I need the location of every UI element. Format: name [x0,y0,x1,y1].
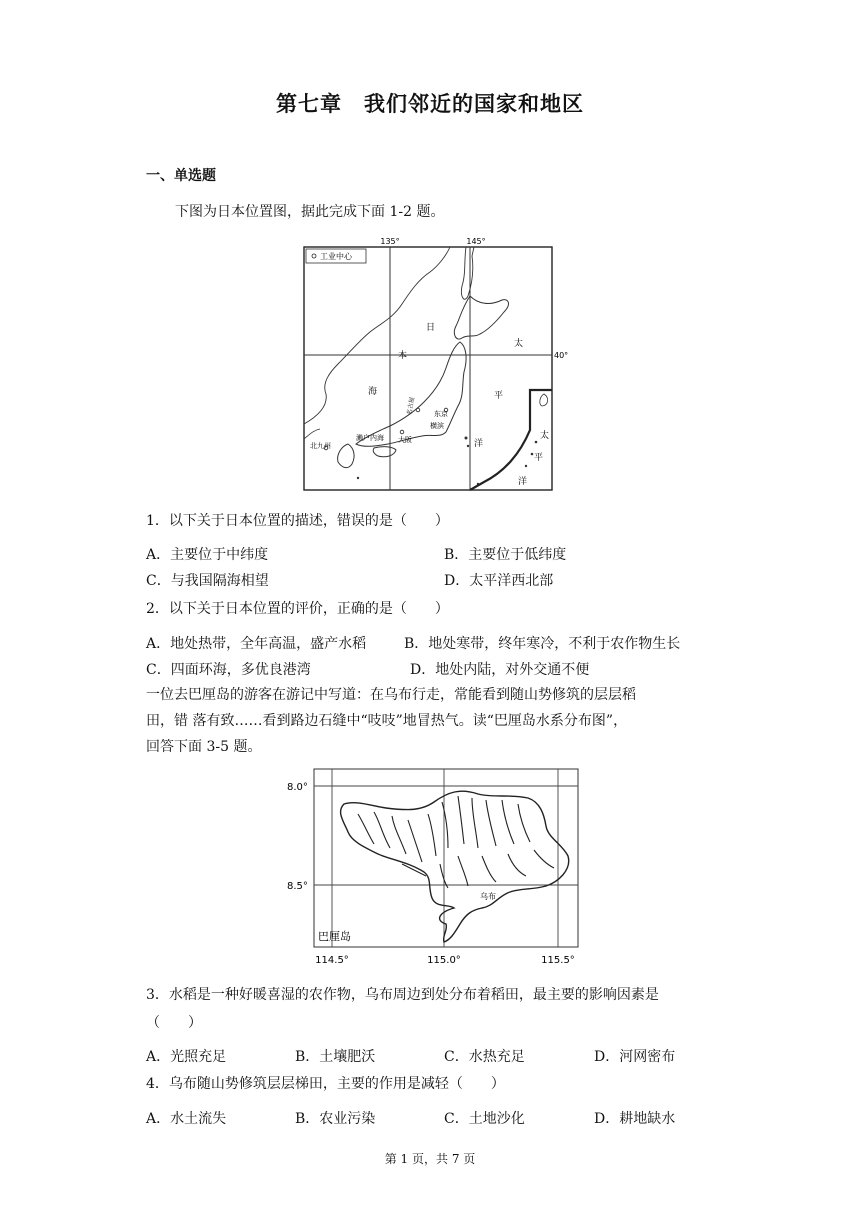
inset-label-ping: 平 [534,453,544,463]
intro-japan: 下图为日本位置图，据此完成下面 1-2 题。 [175,204,445,220]
q1-stem: 1．以下关于日本位置的描述，错误的是（ ） [146,513,449,529]
city-tokyo: 东京 [434,410,448,418]
q2-stem: 2．以下关于日本位置的评价，正确的是（ ） [146,601,449,617]
lon-label-114-5: 114.5° [315,955,349,966]
q3-stem-line2: （ ） [146,1015,202,1031]
ocean-label-ping: 平 [494,391,504,401]
lat-label-8-0: 8.0° [287,782,308,793]
city-yokohama: 横滨 [430,422,444,430]
inset-label-yang: 洋 [518,477,528,487]
q4-option-b[interactable]: B．农业污染 [295,1111,376,1127]
bali-river-map [282,764,582,970]
q3-option-d[interactable]: D．河网密布 [594,1049,676,1065]
lon-label-145: 145° [466,237,486,246]
intro-bali-line2: 田，错 落有致……看到路边石缝中“吱吱”地冒热气。读“巴厘岛水系分布图”， [146,713,628,729]
lon-label-115-5: 115.5° [541,955,575,966]
q4-option-c[interactable]: C．土地沙化 [444,1111,525,1127]
sea-label-hai: 海 [368,387,378,397]
q2-option-a[interactable]: A．地处热带，全年高温，盛产水稻 [146,636,367,652]
lon-label-135: 135° [380,237,400,246]
section-heading: 一、单选题 [146,168,216,184]
city-setonaikai: 濑户内海 [356,434,384,442]
island-label-bali: 巴厘岛 [318,930,351,943]
ocean-label-tai: 太 [514,339,524,349]
japan-location-map [298,234,569,494]
q3-option-c[interactable]: C．水热充足 [444,1049,525,1065]
intro-bali-line3: 回答下面 3-5 题。 [146,739,262,755]
sea-label-ri: 日 [426,323,436,333]
sea-label-ben: 本 [398,351,408,361]
q2-option-d[interactable]: D．地处内陆，对外交通不便 [410,662,590,678]
inset-label-tai: 太 [540,431,550,441]
city-nagoya: 名古屋 [406,396,417,416]
lat-label-8-5: 8.5° [287,881,308,892]
q2-option-b[interactable]: B．地处寒带，终年寒冷，不利于农作物生长 [404,636,681,652]
q4-stem: 4．乌布随山势修筑层层梯田，主要的作用是减轻（ ） [146,1076,505,1092]
ocean-label-yang: 洋 [474,439,484,449]
lat-label-40: 40° [554,351,569,360]
legend-label: 工业中心 [320,252,352,261]
intro-bali-line1: 一位去巴厘岛的游客在游记中写道：在乌布行走，常能看到随山势修筑的层层稻 [146,687,636,703]
q3-option-a[interactable]: A．光照充足 [146,1049,227,1065]
lon-label-115-0: 115.0° [427,955,461,966]
q1-option-a[interactable]: A．主要位于中纬度 [146,547,269,563]
q1-option-d[interactable]: D．太平洋西北部 [444,573,554,589]
q4-option-d[interactable]: D．耕地缺水 [594,1111,676,1127]
town-label-ubud: 乌布 [480,892,496,901]
q1-option-b[interactable]: B．主要位于低纬度 [444,547,567,563]
page-title: 第七章 我们邻近的国家和地区 [276,92,584,116]
city-kitakyushu: 北九州 [310,442,331,450]
q2-option-c[interactable]: C．四面环海，多优良港湾 [146,662,311,678]
city-osaka: 大阪 [398,436,412,444]
page-footer: 第 1 页，共 7 页 [384,1152,476,1166]
q1-option-c[interactable]: C．与我国隔海相望 [146,573,269,589]
q4-option-a[interactable]: A．水土流失 [146,1111,227,1127]
q3-stem-line1: 3．水稻是一种好暖喜湿的农作物，乌布周边到处分布着稻田，最主要的影响因素是 [146,987,659,1003]
q3-option-b[interactable]: B．土壤肥沃 [295,1049,376,1065]
